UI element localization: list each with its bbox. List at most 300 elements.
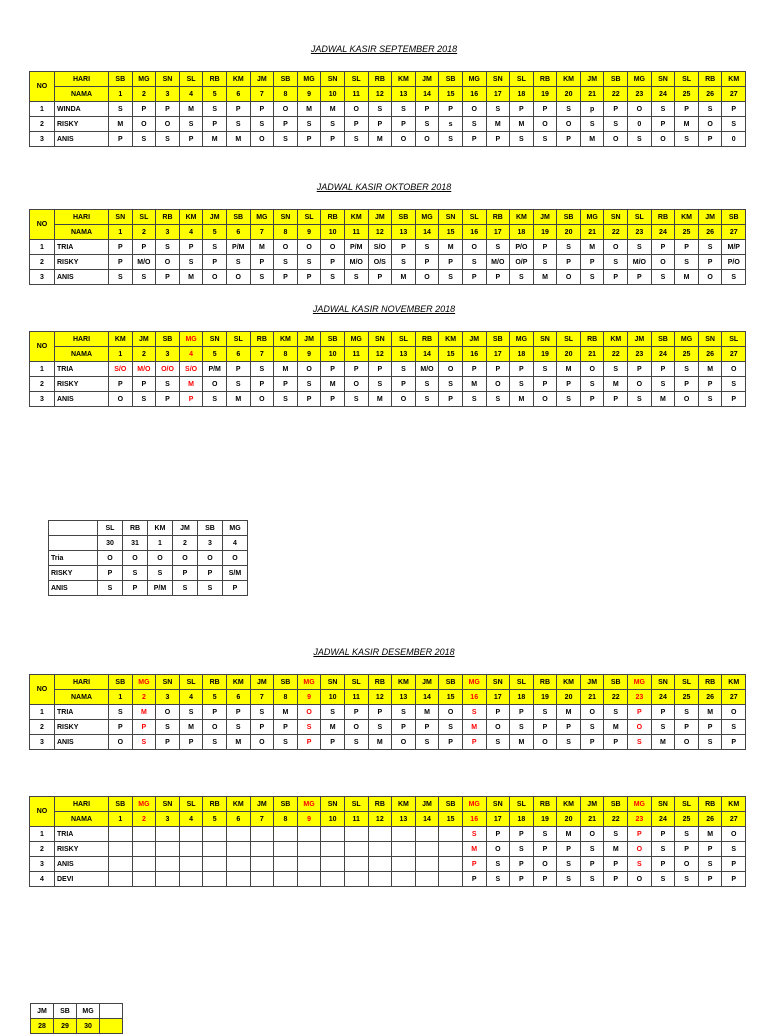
- cashier-name: ANIS: [55, 392, 109, 407]
- shift-cell: [439, 827, 463, 842]
- date-header: 8: [274, 347, 298, 362]
- shift-cell: M: [439, 240, 463, 255]
- shift-cell: M/P: [722, 240, 746, 255]
- shift-cell: M: [274, 362, 298, 377]
- shift-cell: P: [123, 581, 148, 596]
- row-number: 3: [30, 735, 55, 750]
- shift-cell: P: [675, 240, 699, 255]
- shift-cell: P: [651, 362, 675, 377]
- day-header: KM: [439, 332, 463, 347]
- day-header: JM: [462, 332, 486, 347]
- shift-cell: [392, 827, 416, 842]
- shift-cell: [439, 842, 463, 857]
- day-header: KM: [226, 72, 250, 87]
- shift-cell: S: [675, 872, 699, 887]
- shift-cell: [274, 857, 298, 872]
- shift-cell: S: [486, 102, 510, 117]
- shift-cell: S/O: [179, 362, 203, 377]
- day-header: JM: [580, 675, 604, 690]
- date-header: 6: [226, 87, 250, 102]
- day-header: RB: [698, 797, 722, 812]
- nama-header: NAMA: [55, 87, 109, 102]
- shift-cell: S/O: [109, 362, 133, 377]
- shift-cell: S: [580, 872, 604, 887]
- date-header: 9: [297, 347, 321, 362]
- date-header: 23: [628, 347, 652, 362]
- table-row: [49, 581, 248, 596]
- shift-cell: M: [510, 392, 534, 407]
- day-header: JM: [628, 332, 652, 347]
- shift-cell: P: [604, 872, 628, 887]
- cashier-name: DEVI: [55, 872, 109, 887]
- shift-cell: S: [486, 392, 510, 407]
- shift-cell: O: [392, 392, 416, 407]
- day-header: JM: [31, 1004, 54, 1019]
- date-header: 21: [580, 812, 604, 827]
- shift-cell: P: [132, 240, 156, 255]
- shift-cell: O: [109, 735, 133, 750]
- shift-cell: p: [580, 102, 604, 117]
- shift-cell: O: [439, 705, 463, 720]
- shift-cell: O: [651, 255, 675, 270]
- date-header: 18: [510, 812, 534, 827]
- shift-cell: S: [604, 117, 628, 132]
- day-header: SB: [486, 332, 510, 347]
- shift-cell: S: [179, 705, 203, 720]
- day-header: SL: [628, 210, 652, 225]
- hari-header: HARI: [55, 210, 109, 225]
- shift-cell: P: [557, 720, 581, 735]
- shift-cell: O: [486, 377, 510, 392]
- shift-cell: [203, 857, 227, 872]
- date-header: 13: [392, 87, 416, 102]
- day-header: MG: [415, 210, 439, 225]
- shift-cell: P: [628, 362, 652, 377]
- header-row-dates: [30, 87, 746, 102]
- date-header: 25: [675, 347, 699, 362]
- shift-cell: P: [557, 132, 581, 147]
- shift-cell: M/O: [132, 255, 156, 270]
- shift-cell: M: [297, 102, 321, 117]
- shift-cell: O: [203, 270, 227, 285]
- shift-cell: M: [203, 132, 227, 147]
- shift-cell: P: [392, 720, 416, 735]
- day-header: SB: [198, 521, 223, 536]
- shift-cell: s: [439, 117, 463, 132]
- shift-cell: P: [132, 377, 156, 392]
- shift-cell: P/M: [203, 362, 227, 377]
- row-number: 4: [30, 872, 55, 887]
- shift-cell: S: [297, 377, 321, 392]
- day-header: MG: [344, 332, 368, 347]
- shift-cell: O: [156, 117, 180, 132]
- table-row: [30, 872, 746, 887]
- shift-cell: S: [226, 255, 250, 270]
- date-header: 12: [368, 225, 392, 240]
- cashier-name: Tria: [49, 551, 98, 566]
- shift-cell: P: [722, 392, 746, 407]
- shift-cell: S: [533, 362, 557, 377]
- shift-cell: S: [651, 270, 675, 285]
- shift-cell: P: [250, 102, 274, 117]
- date-header: 21: [580, 690, 604, 705]
- shift-cell: S: [297, 720, 321, 735]
- row-number: 1: [30, 240, 55, 255]
- shift-cell: P: [510, 362, 534, 377]
- date-header: 20: [557, 812, 581, 827]
- table-row: [30, 735, 746, 750]
- day-header: RB: [698, 72, 722, 87]
- day-header: RB: [533, 72, 557, 87]
- shift-cell: M: [368, 392, 392, 407]
- shift-cell: S: [510, 270, 534, 285]
- day-header: RB: [203, 72, 227, 87]
- day-header: SL: [344, 675, 368, 690]
- date-header: 9: [297, 690, 321, 705]
- shift-cell: S: [297, 117, 321, 132]
- shift-cell: M: [557, 705, 581, 720]
- schedule-table-block: [29, 674, 746, 750]
- hari-header: HARI: [55, 675, 109, 690]
- day-header: KM: [109, 332, 133, 347]
- shift-cell: S: [651, 872, 675, 887]
- no-header: NO: [30, 332, 55, 362]
- shift-cell: [274, 827, 298, 842]
- shift-cell: P: [415, 255, 439, 270]
- shift-cell: M: [226, 132, 250, 147]
- shift-cell: M: [462, 377, 486, 392]
- day-header: RB: [651, 210, 675, 225]
- table-row: [30, 255, 746, 270]
- shift-cell: M: [321, 102, 345, 117]
- shift-cell: [132, 857, 156, 872]
- date-header: 8: [274, 225, 298, 240]
- day-header: RB: [156, 210, 180, 225]
- row-number: 2: [30, 842, 55, 857]
- date-header: 23: [628, 225, 652, 240]
- schedule-title: JADWAL KASIR DESEMBER 2018: [313, 647, 455, 657]
- shift-cell: P: [226, 102, 250, 117]
- shift-cell: S: [557, 240, 581, 255]
- shift-cell: M: [179, 377, 203, 392]
- shift-cell: S: [675, 255, 699, 270]
- day-header: SL: [179, 72, 203, 87]
- shift-cell: P: [109, 240, 133, 255]
- shift-cell: P: [462, 362, 486, 377]
- shift-cell: O: [557, 117, 581, 132]
- table-row: [30, 827, 746, 842]
- shift-cell: S: [274, 735, 298, 750]
- shift-cell: [203, 872, 227, 887]
- shift-cell: S: [173, 581, 198, 596]
- shift-cell: P: [486, 132, 510, 147]
- shift-cell: S: [628, 735, 652, 750]
- shift-cell: S: [321, 117, 345, 132]
- shift-cell: S: [250, 270, 274, 285]
- shift-cell: M: [510, 117, 534, 132]
- day-header: KM: [722, 675, 746, 690]
- shift-cell: P: [321, 132, 345, 147]
- date-header: 3: [156, 225, 180, 240]
- date-header: 8: [274, 690, 298, 705]
- shift-cell: P: [297, 392, 321, 407]
- shift-cell: P: [510, 827, 534, 842]
- shift-cell: S: [651, 720, 675, 735]
- shift-cell: P: [651, 827, 675, 842]
- small-schedule-table: [48, 520, 248, 596]
- date-header: 20: [557, 690, 581, 705]
- shift-cell: S: [486, 872, 510, 887]
- shift-cell: M: [179, 270, 203, 285]
- date-header: 11: [344, 347, 368, 362]
- no-header: NO: [30, 210, 55, 240]
- shift-cell: S: [557, 102, 581, 117]
- day-header: SB: [274, 72, 298, 87]
- shift-cell: P: [722, 857, 746, 872]
- shift-cell: P: [604, 735, 628, 750]
- date-header: 2: [173, 536, 198, 551]
- shift-cell: O: [173, 551, 198, 566]
- shift-cell: S: [368, 102, 392, 117]
- cashier-name: RISKY: [55, 720, 109, 735]
- shift-cell: S: [274, 132, 298, 147]
- shift-cell: O: [123, 551, 148, 566]
- day-header: SN: [698, 332, 722, 347]
- day-header: KM: [344, 210, 368, 225]
- shift-cell: [344, 842, 368, 857]
- shift-cell: S: [628, 857, 652, 872]
- shift-cell: S: [628, 392, 652, 407]
- date-header: 25: [675, 87, 699, 102]
- shift-cell: O: [392, 735, 416, 750]
- date-header: 3: [156, 812, 180, 827]
- shift-cell: P: [321, 735, 345, 750]
- shift-cell: O: [156, 255, 180, 270]
- date-header: 27: [722, 225, 746, 240]
- shift-cell: S: [439, 132, 463, 147]
- shift-cell: P: [98, 566, 123, 581]
- shift-cell: O: [250, 132, 274, 147]
- date-header: 1: [148, 536, 173, 551]
- shift-cell: S: [557, 735, 581, 750]
- shift-cell: O: [462, 240, 486, 255]
- shift-cell: S: [675, 827, 699, 842]
- shift-cell: [321, 827, 345, 842]
- shift-cell: P: [297, 270, 321, 285]
- date-header: 23: [628, 690, 652, 705]
- header-row-days: [30, 797, 746, 812]
- date-header: 16: [462, 690, 486, 705]
- shift-cell: P: [321, 255, 345, 270]
- date-header: 14: [415, 812, 439, 827]
- day-header: JM: [203, 210, 227, 225]
- shift-cell: P: [179, 132, 203, 147]
- shift-cell: [344, 872, 368, 887]
- date-header: 14: [415, 347, 439, 362]
- day-header: MG: [675, 332, 699, 347]
- shift-cell: P: [557, 377, 581, 392]
- date-header: 18: [510, 87, 534, 102]
- shift-cell: P: [462, 872, 486, 887]
- schedule-title: JADWAL KASIR NOVEMBER 2018: [312, 304, 456, 314]
- shift-cell: P: [392, 117, 416, 132]
- table-row: [30, 842, 746, 857]
- shift-cell: P: [486, 270, 510, 285]
- schedule-table-block: [29, 209, 746, 285]
- day-header: MG: [580, 210, 604, 225]
- shift-cell: M: [557, 362, 581, 377]
- shift-cell: S: [533, 827, 557, 842]
- shift-cell: M/O: [132, 362, 156, 377]
- date-header: 24: [651, 347, 675, 362]
- table-row: [30, 705, 746, 720]
- table-row: [30, 240, 746, 255]
- shift-cell: O: [533, 117, 557, 132]
- shift-cell: P: [321, 362, 345, 377]
- shift-cell: P: [368, 270, 392, 285]
- shift-cell: S: [226, 117, 250, 132]
- day-header: JM: [250, 797, 274, 812]
- day-header: SN: [486, 675, 510, 690]
- day-header: SB: [557, 210, 581, 225]
- no-header: NO: [30, 797, 55, 827]
- nama-header: NAMA: [55, 347, 109, 362]
- shift-cell: S: [123, 566, 148, 581]
- cashier-name: TRIA: [55, 827, 109, 842]
- shift-cell: S: [109, 705, 133, 720]
- date-header: 7: [250, 87, 274, 102]
- shift-cell: S: [132, 270, 156, 285]
- header-row-dates: [30, 347, 746, 362]
- shift-cell: S: [250, 705, 274, 720]
- shift-cell: P: [698, 255, 722, 270]
- shift-cell: [392, 842, 416, 857]
- date-header: 18: [510, 225, 534, 240]
- day-header: SL: [675, 675, 699, 690]
- shift-cell: M: [392, 270, 416, 285]
- shift-cell: M: [651, 735, 675, 750]
- shift-cell: S: [462, 255, 486, 270]
- day-header: JM: [580, 797, 604, 812]
- day-header: SN: [604, 210, 628, 225]
- shift-cell: P: [628, 705, 652, 720]
- cashier-name: ANIS: [55, 132, 109, 147]
- shift-cell: [179, 857, 203, 872]
- shift-cell: [226, 872, 250, 887]
- shift-cell: O/S: [368, 255, 392, 270]
- date-header: 1: [109, 347, 133, 362]
- shift-cell: S: [510, 842, 534, 857]
- date-header: 10: [321, 347, 345, 362]
- shift-cell: P: [557, 842, 581, 857]
- shift-cell: P: [651, 240, 675, 255]
- date-header: 28: [31, 1019, 54, 1034]
- shift-cell: M: [510, 735, 534, 750]
- day-header: SB: [109, 797, 133, 812]
- shift-cell: S: [722, 377, 746, 392]
- shift-cell: O: [604, 240, 628, 255]
- date-header: 8: [274, 812, 298, 827]
- schedule-table: [29, 331, 746, 407]
- header-row-days: [49, 521, 248, 536]
- day-header: KM: [675, 210, 699, 225]
- shift-cell: O: [344, 377, 368, 392]
- shift-cell: P: [510, 705, 534, 720]
- shift-cell: S: [203, 102, 227, 117]
- day-header: KM: [274, 332, 298, 347]
- header-row-days: [30, 72, 746, 87]
- table-row: [30, 102, 746, 117]
- day-header: SN: [486, 72, 510, 87]
- cashier-name: RISKY: [55, 842, 109, 857]
- date-header: 8: [274, 87, 298, 102]
- day-header: JM: [580, 72, 604, 87]
- shift-cell: O: [486, 720, 510, 735]
- shift-cell: [179, 872, 203, 887]
- date-header: 18: [510, 347, 534, 362]
- day-header: RB: [368, 72, 392, 87]
- shift-cell: S: [698, 102, 722, 117]
- shift-cell: P: [274, 270, 298, 285]
- date-header: 19: [533, 690, 557, 705]
- shift-cell: P: [368, 705, 392, 720]
- date-header: 12: [368, 690, 392, 705]
- shift-cell: S: [132, 132, 156, 147]
- shift-cell: [132, 827, 156, 842]
- shift-cell: O: [297, 705, 321, 720]
- shift-cell: S: [698, 857, 722, 872]
- shift-cell: S: [675, 705, 699, 720]
- shift-cell: O: [148, 551, 173, 566]
- shift-cell: S: [250, 362, 274, 377]
- shift-cell: P: [179, 392, 203, 407]
- shift-cell: P: [344, 705, 368, 720]
- hari-header: HARI: [55, 797, 109, 812]
- shift-cell: P/O: [510, 240, 534, 255]
- date-header: 13: [392, 690, 416, 705]
- day-header: SN: [439, 210, 463, 225]
- day-header: JM: [415, 797, 439, 812]
- shift-cell: O: [198, 551, 223, 566]
- shift-cell: S: [557, 857, 581, 872]
- shift-cell: P: [698, 132, 722, 147]
- shift-cell: [321, 857, 345, 872]
- shift-cell: P: [344, 362, 368, 377]
- day-header: RB: [368, 675, 392, 690]
- date-header: 30: [77, 1019, 100, 1034]
- shift-cell: S: [462, 392, 486, 407]
- shift-cell: P: [415, 720, 439, 735]
- day-header: SL: [344, 797, 368, 812]
- day-header: MG: [462, 72, 486, 87]
- date-header: 25: [675, 812, 699, 827]
- table-row: [30, 117, 746, 132]
- day-header: MG: [628, 675, 652, 690]
- day-header: JM: [415, 675, 439, 690]
- shift-cell: S: [179, 255, 203, 270]
- day-header: SL: [510, 675, 534, 690]
- shift-cell: O: [698, 117, 722, 132]
- day-header: SB: [604, 72, 628, 87]
- shift-cell: S: [109, 270, 133, 285]
- shift-cell: S: [415, 377, 439, 392]
- shift-cell: S: [156, 240, 180, 255]
- shift-cell: S: [415, 735, 439, 750]
- date-header: 9: [297, 812, 321, 827]
- shift-cell: M: [462, 842, 486, 857]
- date-header: 10: [321, 225, 345, 240]
- row-number: 2: [30, 720, 55, 735]
